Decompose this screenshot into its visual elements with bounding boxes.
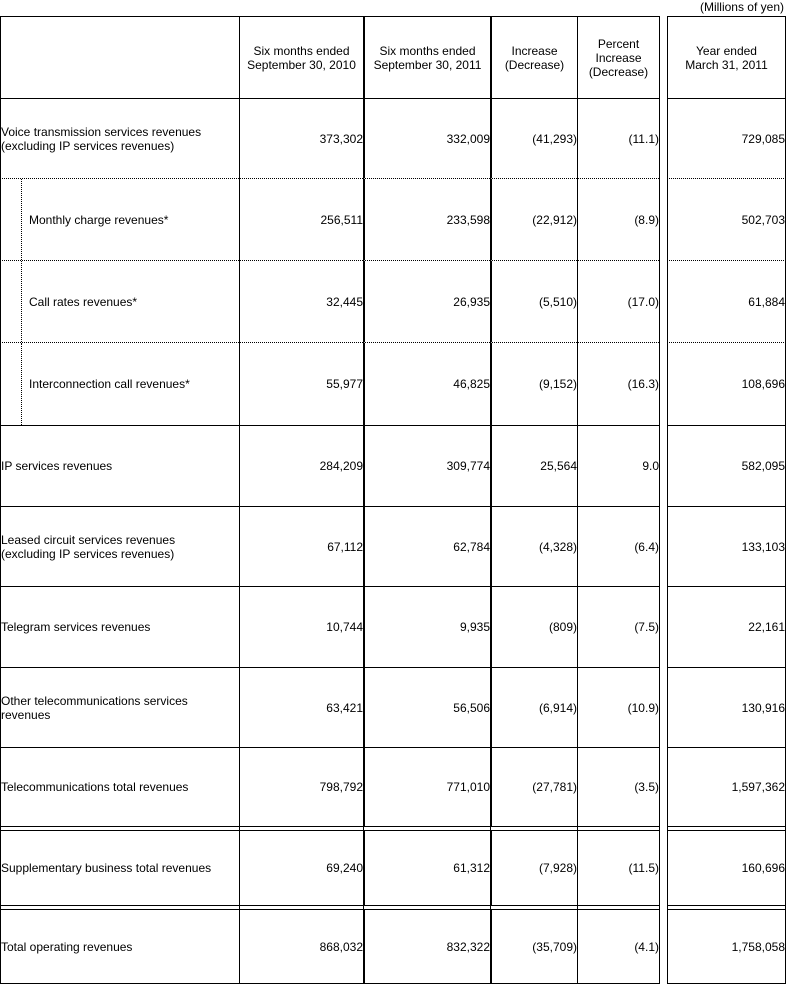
header-cell-year-ended (667, 16, 786, 98)
column-gap-spacer (659, 425, 667, 506)
header-cell-percent-increase (577, 16, 659, 98)
value-six-months-2011: 771,010 (363, 747, 490, 826)
header-line-2: March 31, 2011 (685, 57, 768, 72)
value-percent-increase: (3.5) (577, 747, 659, 826)
header-line-2: Increase (595, 50, 642, 65)
value-percent-increase: (7.5) (577, 586, 659, 667)
value-six-months-2011: 62,784 (363, 506, 490, 586)
operating-revenues-table (0, 16, 786, 984)
value-year-ended: 61,884 (667, 260, 786, 342)
value-increase: (7,928) (490, 831, 577, 905)
row-label-line-1: Interconnection call revenues* (29, 377, 190, 391)
header-cell-six-months-2011 (363, 16, 490, 98)
value-six-months-2010: 69,240 (239, 831, 363, 905)
column-gap-spacer (659, 586, 667, 667)
indent-guide (21, 261, 22, 342)
row-label-line-1: Leased circuit services revenues (1, 532, 176, 547)
value-year-ended: 160,696 (667, 831, 786, 905)
column-gap-spacer (659, 667, 667, 747)
indent-guide (21, 343, 22, 425)
value-percent-increase: (8.9) (577, 178, 659, 260)
value-year-ended: 729,085 (667, 98, 786, 178)
header-line-1: Increase (511, 43, 558, 58)
table-row-total (0, 831, 786, 905)
row-label-cell (0, 98, 239, 178)
row-label-line-1: Call rates revenues* (29, 294, 138, 309)
value-percent-increase: (6.4) (577, 506, 659, 586)
table-row (0, 425, 786, 506)
value-six-months-2010: 256,511 (239, 178, 363, 260)
row-label-cell (0, 667, 239, 747)
header-line-1: Percent (597, 36, 640, 51)
value-six-months-2010: 32,445 (239, 260, 363, 342)
value-six-months-2010: 868,032 (239, 910, 363, 984)
column-gap-spacer (659, 506, 667, 586)
column-gap-spacer (659, 178, 667, 260)
value-percent-increase: (11.1) (577, 98, 659, 178)
row-label-line-1: IP services revenues (1, 459, 113, 473)
value-percent-increase: (11.5) (577, 831, 659, 905)
value-increase: (6,914) (490, 667, 577, 747)
value-increase: (22,912) (490, 178, 577, 260)
value-year-ended: 582,095 (667, 425, 786, 506)
table-row-sub (0, 342, 786, 425)
value-six-months-2010: 55,977 (239, 342, 363, 425)
header-line-2: September 30, 2011 (373, 57, 482, 72)
row-label-cell (0, 342, 239, 425)
value-six-months-2011: 309,774 (363, 425, 490, 506)
table-row (0, 98, 786, 178)
value-percent-increase: (17.0) (577, 260, 659, 342)
row-label-cell (0, 425, 239, 506)
value-increase: (35,709) (490, 910, 577, 984)
row-label-cell (0, 747, 239, 826)
row-label-line-1: Other telecommunications services (1, 693, 188, 708)
row-label-line-2: (excluding IP services revenues) (1, 546, 175, 561)
column-gap-spacer (659, 747, 667, 826)
column-gap-spacer (659, 831, 667, 905)
value-six-months-2011: 9,935 (363, 586, 490, 667)
value-increase: 25,564 (490, 425, 577, 506)
value-six-months-2011: 56,506 (363, 667, 490, 747)
row-label-line-1: Telegram services revenues (1, 620, 151, 634)
table-row (0, 667, 786, 747)
row-label-line-2: (excluding IP services revenues) (1, 138, 175, 153)
value-six-months-2010: 67,112 (239, 506, 363, 586)
value-percent-increase: (16.3) (577, 342, 659, 425)
header-line-2: September 30, 2010 (247, 57, 356, 72)
row-label-line-1: Voice transmission services revenues (1, 124, 202, 139)
row-label-cell (0, 178, 239, 260)
value-six-months-2011: 332,009 (363, 98, 490, 178)
value-six-months-2011: 46,825 (363, 342, 490, 425)
column-gap-spacer (659, 260, 667, 342)
value-six-months-2010: 373,302 (239, 98, 363, 178)
header-line-1: Six months ended (253, 43, 350, 58)
value-year-ended: 130,916 (667, 667, 786, 747)
column-gap-spacer (659, 16, 667, 98)
value-percent-increase: (4.1) (577, 910, 659, 984)
row-label-line-1: Total operating revenues (1, 939, 133, 954)
header-line-1: Six months ended (379, 43, 476, 58)
value-six-months-2010: 10,744 (239, 586, 363, 667)
column-gap-spacer (659, 98, 667, 178)
table-header-row (0, 16, 786, 98)
header-line-3: (Decrease) (588, 64, 649, 79)
row-label-line-1: Telecommunications total revenues (1, 780, 189, 794)
value-increase: (4,328) (490, 506, 577, 586)
table-row-total (0, 747, 786, 826)
value-year-ended: 1,597,362 (667, 747, 786, 826)
value-six-months-2011: 832,322 (363, 910, 490, 984)
row-label-cell (0, 910, 239, 984)
header-line-1: Year ended (696, 43, 757, 58)
value-increase: (41,293) (490, 98, 577, 178)
header-cell-blank (0, 16, 239, 98)
row-label-line-2: revenues (1, 707, 51, 722)
value-percent-increase: (10.9) (577, 667, 659, 747)
value-increase: (809) (490, 586, 577, 667)
row-label-cell (0, 831, 239, 905)
value-increase: (9,152) (490, 342, 577, 425)
value-six-months-2010: 284,209 (239, 425, 363, 506)
value-year-ended: 502,703 (667, 178, 786, 260)
table-row (0, 586, 786, 667)
value-increase: (27,781) (490, 747, 577, 826)
table-row (0, 506, 786, 586)
table-row-grand-total (0, 910, 786, 984)
value-percent-increase: 9.0 (577, 425, 659, 506)
value-six-months-2011: 26,935 (363, 260, 490, 342)
header-line-2: (Decrease) (504, 57, 565, 72)
indent-guide (21, 179, 22, 260)
value-six-months-2010: 798,792 (239, 747, 363, 826)
header-cell-increase (490, 16, 577, 98)
value-year-ended: 1,758,058 (667, 910, 786, 984)
value-six-months-2010: 63,421 (239, 667, 363, 747)
value-six-months-2011: 61,312 (363, 831, 490, 905)
value-year-ended: 108,696 (667, 342, 786, 425)
value-year-ended: 133,103 (667, 506, 786, 586)
column-gap-spacer (659, 910, 667, 984)
row-label-line-1: Supplementary business total revenues (1, 861, 212, 875)
value-six-months-2011: 233,598 (363, 178, 490, 260)
units-note: (Millions of yen) (699, 0, 784, 14)
row-label-cell (0, 260, 239, 342)
row-label-cell (0, 506, 239, 586)
row-label-cell (0, 586, 239, 667)
value-year-ended: 22,161 (667, 586, 786, 667)
row-label-line-1: Monthly charge revenues* (29, 212, 169, 227)
table-row-sub (0, 178, 786, 260)
table-row-sub (0, 260, 786, 342)
value-increase: (5,510) (490, 260, 577, 342)
column-gap-spacer (659, 342, 667, 425)
header-cell-six-months-2010 (239, 16, 363, 98)
